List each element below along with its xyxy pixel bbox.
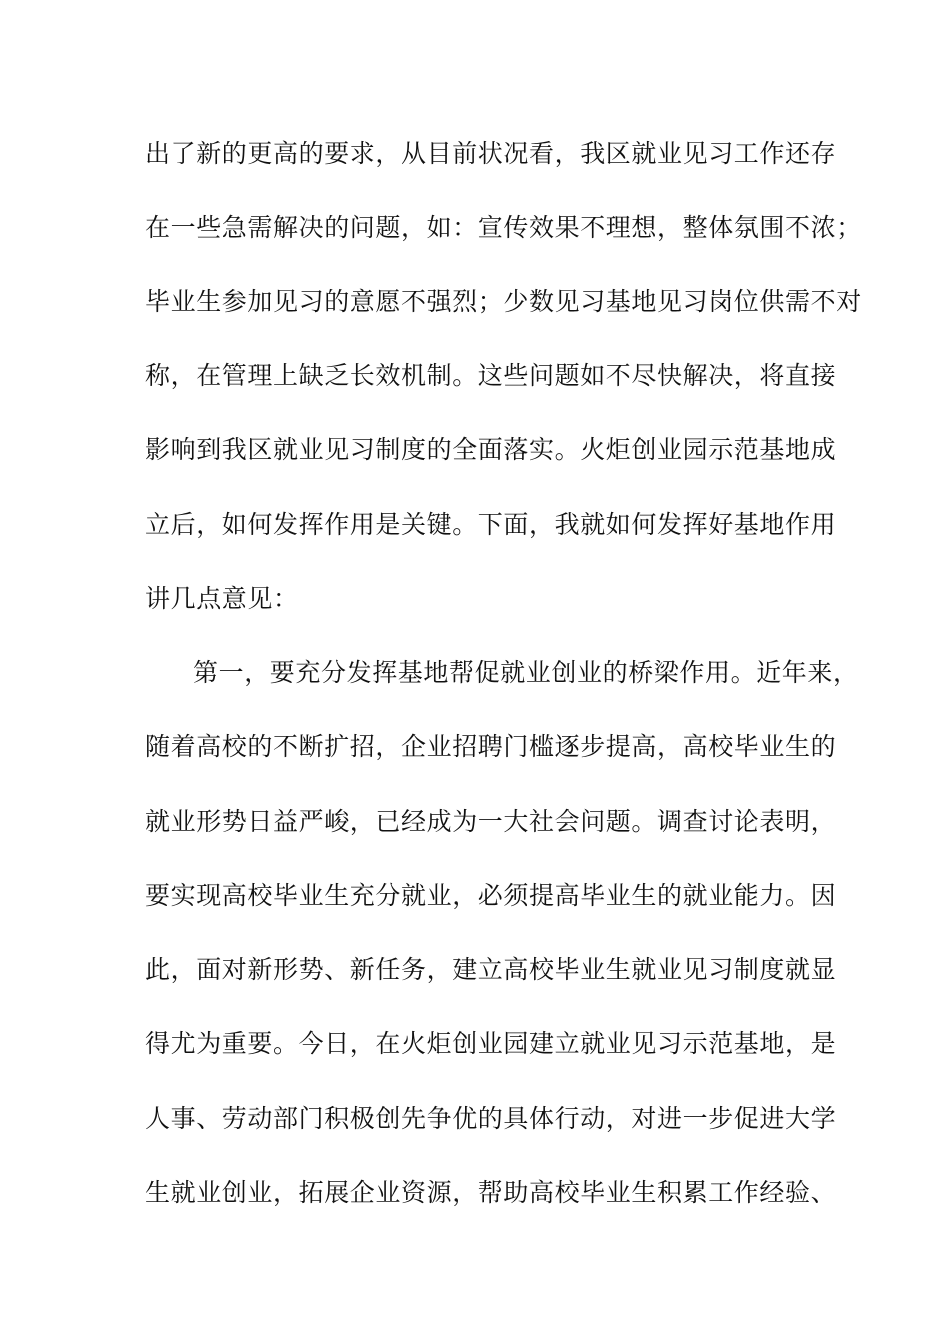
text-line: 得尤为重要。今日，在火炬创业园建立就业见习示范基地，是 — [145, 1029, 837, 1058]
text-line: 称，在管理上缺乏长效机制。这些问题如不尽快解决，将直接 — [145, 361, 837, 390]
text-line: 影响到我区就业见习制度的全面落实。火炬创业园示范基地成 — [145, 435, 837, 464]
text-line: 出了新的更高的要求，从目前状况看，我区就业见习工作还存 — [145, 139, 837, 168]
text-line: 在一些急需解决的问题，如：宣传效果不理想，整体氛围不浓； — [145, 213, 862, 242]
text-line: 生就业创业，拓展企业资源，帮助高校毕业生积累工作经验、 — [145, 1178, 837, 1207]
text-line: 毕业生参加见习的意愿不强烈；少数见习基地见习岗位供需不对 — [145, 287, 862, 316]
text-line: 要实现高校毕业生充分就业，必须提高毕业生的就业能力。因 — [145, 881, 837, 910]
text-line: 讲几点意见： — [145, 584, 299, 613]
paragraph-first-line: 第一，要充分发挥基地帮促就业创业的桥梁作用。近年来， — [193, 658, 859, 687]
text-line: 立后，如何发挥作用是关键。下面，我就如何发挥好基地作用 — [145, 510, 837, 539]
text-line: 就业形势日益严峻，已经成为一大社会问题。调查讨论表明， — [145, 807, 837, 836]
text-line: 此，面对新形势、新任务，建立高校毕业生就业见习制度就显 — [145, 955, 837, 984]
text-line: 随着高校的不断扩招，企业招聘门槛逐步提高，高校毕业生的 — [145, 732, 837, 761]
text-line: 人事、劳动部门积极创先争优的具体行动，对进一步促进大学 — [145, 1104, 837, 1133]
